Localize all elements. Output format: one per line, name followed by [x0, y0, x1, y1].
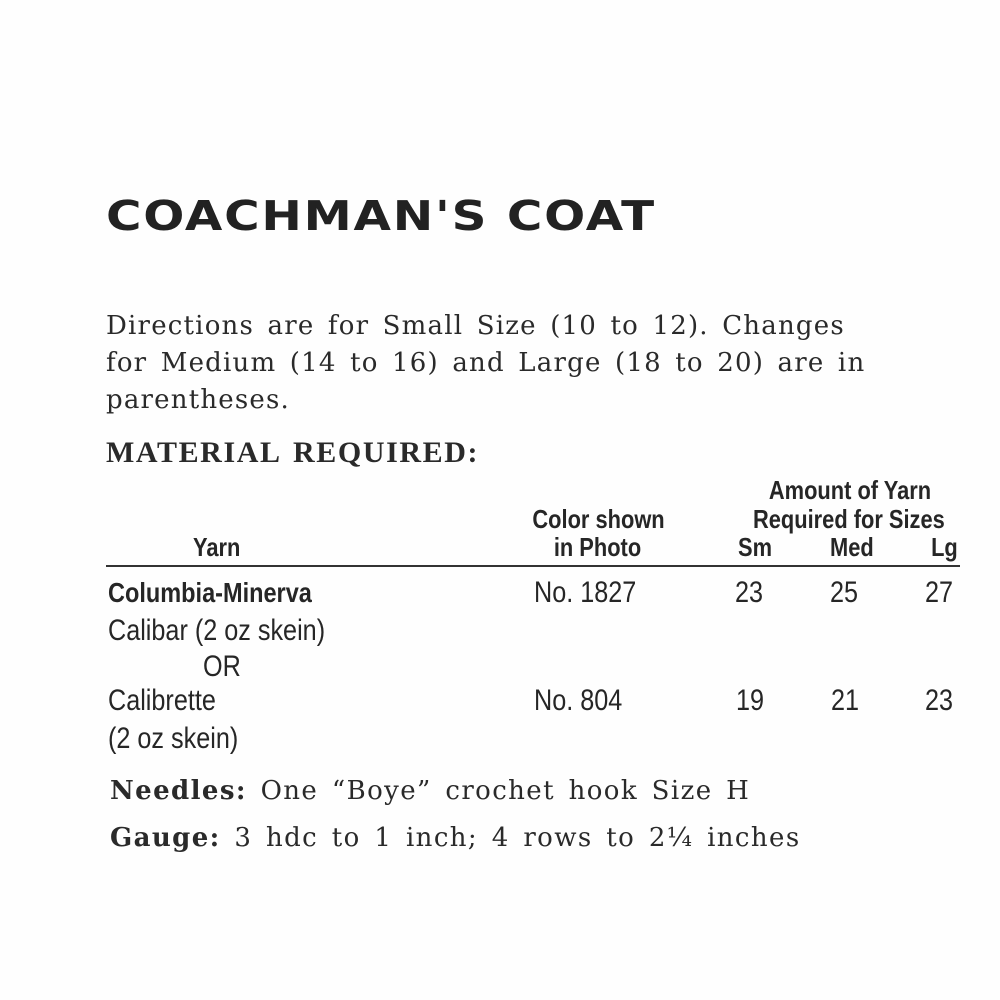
table-header-rule: [106, 565, 960, 567]
yarn-brand: Columbia-Minerva: [108, 577, 312, 608]
sm-header: Sm: [738, 532, 772, 562]
med-header: Med: [830, 532, 874, 562]
gauge-label: Gauge:: [110, 823, 221, 853]
yarn-name-detail: (2 oz skein): [108, 722, 239, 755]
amount-sm: 19: [736, 684, 765, 717]
material-heading: MATERIAL REQUIRED:: [106, 436, 480, 469]
yarn-name: Calibar (2 oz skein): [108, 614, 326, 647]
color-header-line1: Color shown: [532, 504, 665, 534]
amount-header-line1: Amount of Yarn: [768, 475, 932, 505]
gauge-text: 3 hdc to 1 inch; 4 rows to 2¼ inches: [234, 823, 801, 853]
yarn-header: Yarn: [193, 532, 241, 562]
needles-text: One “Boye” crochet hook Size H: [260, 776, 751, 806]
page-title: COACHMAN'S COAT: [106, 192, 656, 240]
amount-lg: 27: [925, 576, 954, 609]
amount-med: 21: [831, 684, 860, 717]
gauge-line: [110, 823, 801, 853]
intro-paragraph: [106, 308, 958, 419]
amount-header-line2: Required for Sizes: [753, 504, 945, 534]
yarn-name: Calibrette: [108, 684, 216, 717]
color-header-line2: in Photo: [553, 532, 642, 562]
or-separator: OR: [203, 650, 241, 683]
amount-sm: 23: [735, 576, 764, 609]
intro-line: Directions are for Small Size (10 to 12). Changes: [106, 311, 845, 341]
needles-label: Needles:: [110, 776, 247, 806]
needles-line: [110, 776, 750, 806]
color-number: No. 1827: [534, 576, 637, 609]
amount-med: 25: [830, 576, 859, 609]
intro-line: parentheses.: [106, 385, 291, 415]
color-number: No. 804: [534, 684, 623, 717]
lg-header: Lg: [931, 532, 958, 562]
intro-line: for Medium (14 to 16) and Large (18 to 20) are in: [106, 348, 866, 378]
amount-lg: 23: [925, 684, 954, 717]
